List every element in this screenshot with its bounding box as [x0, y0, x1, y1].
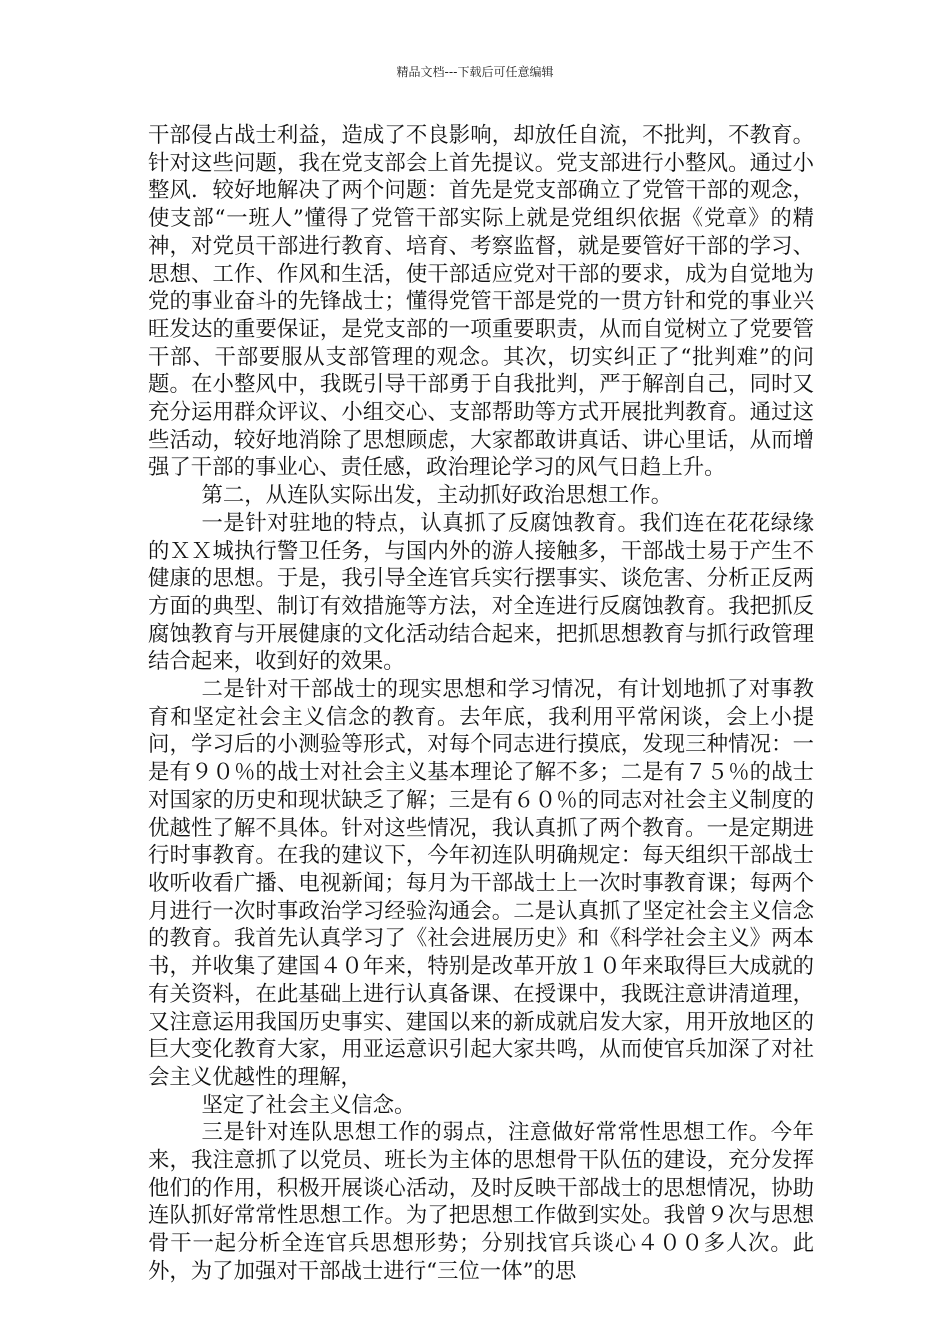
- paragraph-2: 第二，从连队实际出发，主动抓好政治思想工作。: [201, 483, 673, 509]
- document-body: [148, 122, 814, 1286]
- paragraph-4: 二是针对干部战士的现实思想和学习情况，有计划地抓了对事教育和坚定社会主义信念的教育。去年底，我利用平常闲谈，会上小提问，学习后的小测验等形式，对每个同志进行摸底，发现三种情况：一是有９０％的战士对社会主义基本理论了解不多；二是有７５％的战士对国家的历史和现状缺乏了解；三是有６０％的同志对社会主义制度的优越性了解不具体。针对这些情况，我认真抓了两个教育。一是定期进行时事教育。在我的建议下，今年初连队明确规定：每天组织干部战士收听收看广播、电视新闻；每月为干部战士上一次时事教育课；每两个月进行一次时事政治学习经验沟通会。二是认真抓了坚定社会主义信念的教育。我首先认真学习了《社会进展历史》和《科学社会主义》两本书，并收集了建国４０年来，特别是改革开放１０年来取得巨大成就的有关资料，在此基础上进行认真备课、在授课中，我既注意讲清道理，又注意运用我国历史事实、建国以来的新成就启发大家，用开放地区的巨大变化教育大家，用亚运意识引起大家共鸣，从而使官兵加深了对社会主义优越性的理解，: [148, 677, 814, 1090]
- paragraph-1: 干部侵占战士利益，造成了不良影响，却放任自流，不批判，不教育。针对这些问题，我在党支部会上首先提议。党支部进行小整风。通过小整风．较好地解决了两个问题：首先是党支部确立了党管干部的观念，使支部“一班人”懂得了党管干部实际上就是党组织依据《党章》的精神，对党员干部进行教育、培育、考察监督，就是要管好干部的学习、思想、工作、作风和生活，使干部适应党对干部的要求，成为自觉地为党的事业奋斗的先锋战士；懂得党管干部是党的一贯方针和党的事业兴旺发达的重要保证，是党支部的一项重要职责，从而自觉树立了党要管干部、干部要服从支部管理的观念。其次，切实纠正了“批判难”的问题。在小整风中，我既引导干部勇于自我批判，严于解剖自己，同时又充分运用群众评议、小组交心、支部帮助等方式开展批判教育。通过这些活动，较好地消除了思想顾虑，大家都敢讲真话、讲心里话，从而增强了干部的事业心、责任感，政治理论学习的风气日趋上升。: [148, 123, 814, 481]
- page-header: 精品文档---下载后可任意编辑: [396, 65, 554, 79]
- paragraph-6: 三是针对连队思想工作的弱点，注意做好常常性思想工作。今年来，我注意抓了以党员、班长为主体的思想骨干队伍的建设，充分发挥他们的作用，积极开展谈心活动，及时反映干部战士的思想情况，协助连队抓好常常性思想工作。为了把思想工作做到实处。我曾９次与思想骨干一起分析全连官兵思想形势；分别找官兵谈心４００多人次。此外，为了加强对干部战士进行“三位一体”的思: [148, 1120, 814, 1284]
- paragraph-3: 一是针对驻地的特点，认真抓了反腐蚀教育。我们连在花花绿缘的ＸＸ城执行警卫任务，与国内外的游人接触多，干部战士易于产生不健康的思想。于是，我引导全连官兵实行摆事实、谈危害、分析正反两方面的典型、制订有效措施等方法，对全连进行反腐蚀教育。我把抓反腐蚀教育与开展健康的文化活动结合起来，把抓思想教育与抓行政管理结合起来，收到好的效果。: [148, 510, 814, 675]
- paragraph-5: 坚定了社会主义信念。: [201, 1092, 416, 1118]
